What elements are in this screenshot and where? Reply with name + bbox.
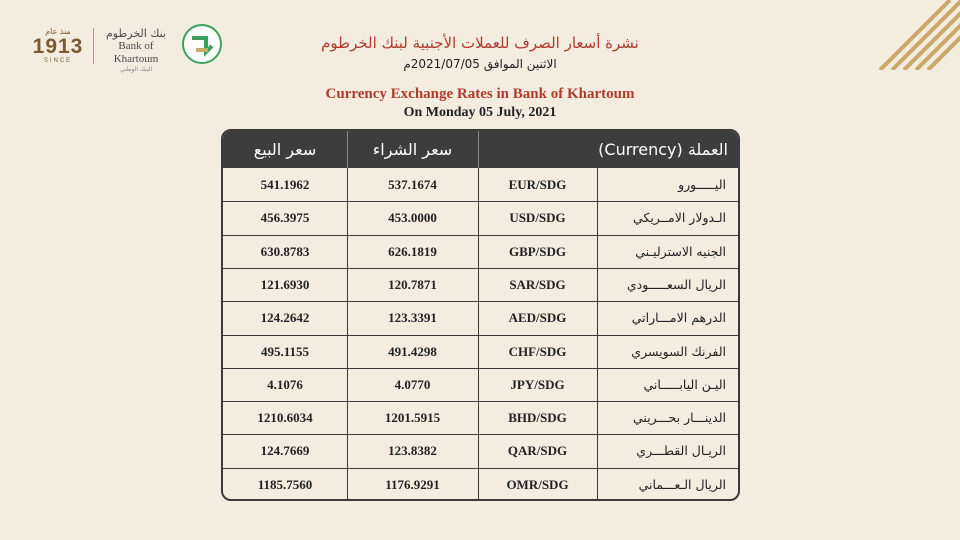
- currency-name-cell: اليـن اليابـــــاني: [643, 376, 726, 392]
- exchange-rates-table: [221, 129, 740, 501]
- currency-code-cell: JPY/SDG: [510, 376, 565, 392]
- buy-rate-cell: 537.1674: [388, 177, 437, 192]
- table-row: [223, 434, 738, 467]
- year-text: 1913: [32, 35, 84, 58]
- row-divider: [223, 368, 738, 369]
- date-ar: الاثنين الموافق 2021/07/05م: [403, 57, 557, 71]
- row-divider: [223, 468, 738, 469]
- buy-rate-cell: 1201.5915: [384, 410, 441, 426]
- currency-code-cell: EUR/SDG: [508, 177, 567, 192]
- sell-rate-cell: 124.2642: [260, 310, 310, 326]
- table-header: [223, 131, 738, 168]
- bank-name-en: Bank of Khartoum: [113, 40, 159, 65]
- sell-rate-cell: 456.3975: [260, 210, 310, 226]
- currency-name-cell: الجنيه الاسترليـني: [635, 243, 726, 259]
- currency-name-cell: الدينـــار بحـــريني: [633, 410, 726, 426]
- page-title-en: Currency Exchange Rates in Bank of Khartoum: [325, 86, 635, 102]
- currency-code-cell: OMR/SDG: [506, 476, 569, 492]
- sell-rate-cell: 1185.7560: [257, 476, 313, 492]
- currency-code-cell: SAR/SDG: [509, 276, 566, 292]
- currency-name-cell: الفرنك السويسري: [631, 343, 726, 359]
- sell-rate-cell: 4.1076: [267, 376, 303, 392]
- currency-name-cell: الـدولار الامــريكي: [633, 210, 726, 226]
- buy-rate-cell: 491.4298: [388, 343, 437, 359]
- logo-divider: [93, 28, 94, 64]
- sell-rate-cell: 541.1962: [260, 177, 310, 192]
- row-divider: [223, 235, 738, 236]
- table-row: [223, 235, 738, 268]
- row-divider: [223, 201, 738, 202]
- since-en-text: SINCE: [43, 58, 73, 64]
- currency-name-cell: الريـال القطـــري: [636, 443, 726, 459]
- row-divider: [223, 301, 738, 302]
- currency-name-cell: الريال الـعـــماني: [638, 476, 726, 492]
- currency-code-cell: BHD/SDG: [508, 410, 567, 426]
- since-ar-text: منذ عام: [45, 27, 71, 36]
- row-divider: [223, 335, 738, 336]
- currency-code-cell: QAR/SDG: [507, 443, 568, 459]
- sell-rate-cell: 495.1155: [260, 343, 310, 359]
- column-header-sell: سعر البيع: [253, 140, 317, 159]
- table-row: [223, 268, 738, 301]
- sell-rate-cell: 630.8783: [260, 243, 310, 259]
- buy-rate-cell: 120.7871: [388, 276, 437, 292]
- bank-tagline: البنك الوطني: [119, 66, 153, 73]
- column-divider: [597, 168, 598, 501]
- sell-rate-cell: 1210.6034: [257, 410, 313, 426]
- bank-name-ar: بنك الخرطوم: [106, 27, 166, 40]
- currency-name-cell: الدرهم الامـــاراتي: [631, 310, 726, 326]
- table-row: [223, 168, 738, 201]
- date-en: On Monday 05 July, 2021: [403, 105, 557, 120]
- column-divider: [347, 168, 348, 501]
- currency-code-cell: GBP/SDG: [508, 243, 567, 259]
- bank-emblem-icon: [182, 24, 222, 64]
- currency-code-cell: CHF/SDG: [508, 343, 567, 359]
- table-row: [223, 468, 738, 501]
- header-divider: [478, 131, 479, 168]
- column-divider: [478, 168, 479, 501]
- page-title-ar: نشرة أسعار الصرف للعملات الأجنبية لبنك الخرطوم: [321, 34, 639, 52]
- currency-code-cell: AED/SDG: [508, 310, 567, 326]
- table-row: [223, 368, 738, 401]
- buy-rate-cell: 626.1819: [388, 243, 437, 259]
- bank-of-khartoum-logo: [96, 27, 176, 74]
- decorative-stripes: [810, 0, 960, 70]
- sell-rate-cell: 124.7669: [260, 443, 310, 459]
- table-row: [223, 335, 738, 368]
- table-row: [223, 301, 738, 334]
- currency-name-cell: اليـــــورو: [678, 177, 726, 192]
- currency-code-cell: USD/SDG: [509, 210, 566, 226]
- buy-rate-cell: 453.0000: [388, 210, 437, 226]
- row-divider: [223, 434, 738, 435]
- column-header-buy: سعر الشراء: [372, 140, 453, 159]
- buy-rate-cell: 123.8382: [388, 443, 437, 459]
- row-divider: [223, 268, 738, 269]
- since-1913-logo: [28, 28, 88, 66]
- row-divider: [223, 401, 738, 402]
- buy-rate-cell: 1176.9291: [385, 476, 440, 492]
- buy-rate-cell: 123.3391: [388, 310, 437, 326]
- table-row: [223, 401, 738, 434]
- table-row: [223, 201, 738, 234]
- buy-rate-cell: 4.0770: [394, 376, 431, 392]
- currency-name-cell: الريال السعـــــودي: [626, 276, 726, 292]
- sell-rate-cell: 121.6930: [260, 276, 310, 292]
- column-header-currency: العملة (Currency): [598, 140, 728, 159]
